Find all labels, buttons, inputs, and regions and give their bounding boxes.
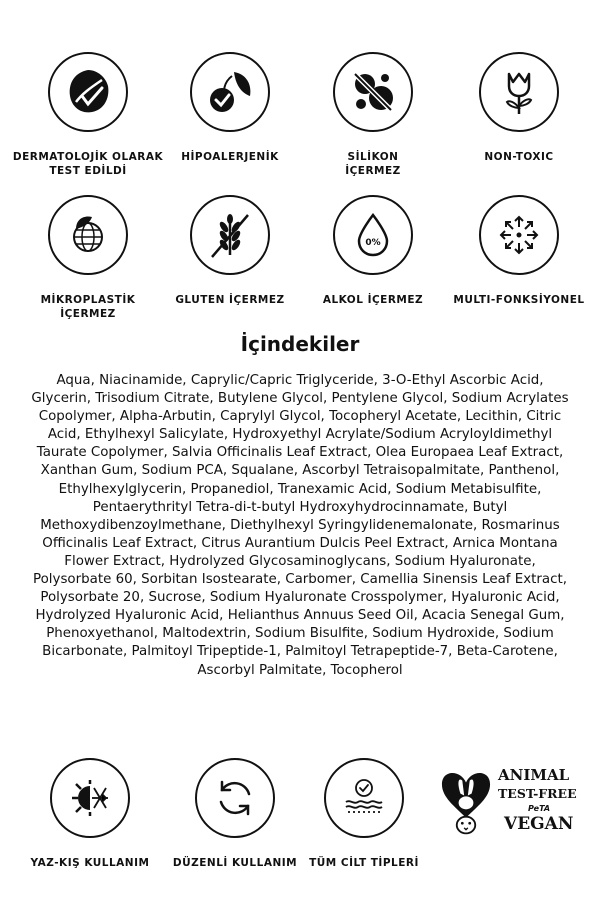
badge-label: HİPOALERJENİK [181, 151, 279, 163]
tulip-flower-icon [479, 52, 559, 132]
alcohol-free-drop-icon [333, 195, 413, 275]
badge-label: ALKOL İÇERMEZ [322, 294, 424, 306]
ingredients-list: Aqua, Niacinamide, Caprylic/Capric Triglyceride, 3-O-Ethyl Ascorbic Acid, Glycerin, Trisodium Citrate, Butylene Glycol, Pentylene Glycol, Sodium Acrylates Copolymer, Alpha-Arbutin, Caprylyl Glycol, Tocopheryl Acetate, Lecithin, Citric Acid, Ethylhexyl Salicylate, Hydroxyethyl Acrylate/Sodium Acryloyldimethyl Taurate Copolymer, Salvia Officinalis Leaf Extract, Olea Europaea Leaf Extract, Xanthan Gum, Sodium PCA, Squalane, Ascorbyl Tetraisopalmitate, Panthenol, Ethylhexylglycerin, Propanediol, Tranexamic Acid, Sodium Metabisulfite, Pentaerythrityl Tetra-di-t-butyl Hydroxyhydrocinnamate, Butyl Methoxydibenzoylmethane, Diethylhexyl Syringylidenemalonate, Rosmarinus Officinalis Leaf Extract, Citrus Aurantium Dulcis Peel Extract, Arnica Montana Flower Extract, Hydrolyzed Glycosaminoglycans, Sodium Hyaluronate, Polysorbate 60, Sorbitan Isostearate, Carbomer, Camellia Sinensis Leaf Extract, Polysorbate 20, Sucrose, Sodium Hyaluronate Crosspolymer, Hyaluronic Acid, Hydrolyzed Hyaluronic Acid, Helianthus Annuus Seed Oil, Acacia Senegal Gum, Phenoxyethanol, Maltodextrin, Sodium Bisulfite, Sodium Hydroxide, Sodium Bicarbonate, Palmitoyl Tripeptide-1, Palmitoyl Tetrapeptide-7, Beta-Carotene, Ascorbyl Palmitate, Tocopherol [31, 373, 569, 678]
badge-alcohol-free [298, 195, 448, 307]
badge-label: GLUTEN İÇERMEZ [175, 294, 285, 306]
hypoallergenic-leaf-icon [190, 52, 270, 132]
ingredients-title: İçindekiler [240, 332, 360, 356]
badge-label: DERMATOLOJİK OLARAK TEST EDİLDİ [12, 151, 164, 177]
peta-brand: PeTA [528, 804, 551, 813]
vegan-line3: VEGAN [504, 814, 574, 834]
microplastic-globe-icon [48, 195, 128, 275]
badge-label: SİLİKON İÇERMEZ [345, 151, 401, 177]
vegan-line1: ANIMAL [498, 766, 570, 784]
multifunction-arrows-icon [479, 195, 559, 275]
vegan-badge [438, 762, 588, 842]
gluten-free-wheat-icon [190, 195, 270, 275]
dermatology-leaf-check-icon [48, 52, 128, 132]
refresh-cycle-icon [195, 758, 275, 838]
peta-bunny-heart-icon [438, 764, 494, 838]
skin-check-icon [324, 758, 404, 838]
badge-label: NON-TOXIC [484, 151, 554, 163]
vegan-line2: TEST-FREE [498, 786, 577, 801]
badge-label: MİKROPLASTİK İÇERMEZ [40, 294, 136, 320]
badge-gluten-free [155, 195, 305, 307]
badge-label: MULTI-FONKSİYONEL [453, 294, 585, 306]
badge-hypoallergenic [155, 52, 305, 164]
badge-silicone-free [298, 52, 448, 178]
badge-dermatology-tested [8, 52, 168, 178]
badge-multifunctional [444, 195, 594, 307]
badge-non-toxic [444, 52, 594, 164]
badge-summer-winter [10, 758, 170, 870]
badge-label: DÜZENLİ KULLANIM [172, 857, 298, 869]
badge-microplastic-free [8, 195, 168, 321]
silicone-free-icon [333, 52, 413, 132]
badge-label: YAZ-KIŞ KULLANIM [30, 857, 150, 869]
badge-all-skin-types [289, 758, 439, 870]
alcohol-percent-text: 0% [365, 238, 381, 248]
sun-snowflake-icon [50, 758, 130, 838]
badge-label: TÜM CİLT TİPLERİ [309, 857, 419, 869]
badge-regular-use [160, 758, 310, 870]
